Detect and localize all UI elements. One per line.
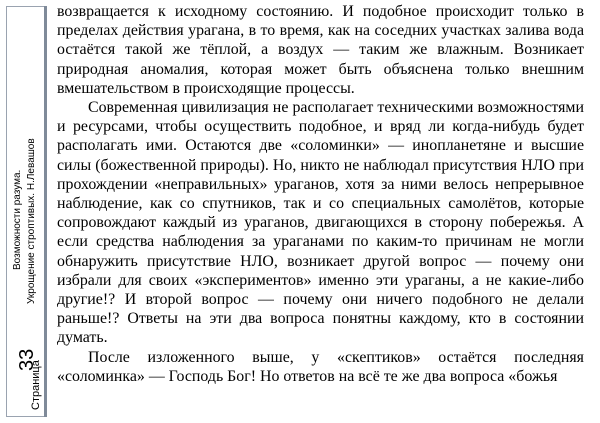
paragraph-continued: возвращается к исходному состоянию. И подобное происходит только в пределах действия урагана, в то время, как на соседних участках залива вода остаётся такой же тёплой, а воздух — таким же влажным. Возникает природная аномалия, которая может быть объяснена только внешним вмешательством в происходящие процессы. [57, 3, 584, 97]
page-body [57, 2, 584, 386]
page-number: 33 [16, 348, 38, 371]
running-head [10, 8, 43, 308]
running-head-title: Возможности разума. [12, 169, 23, 270]
paragraph: Современная цивилизация не располагает техническими возможностями и ресурсами, чтобы осуществить подобное, и вряд ли когда-нибудь будет располагать ими. Остаются две «соломинки» — инопланетяне и высшие силы (божественной природы). Но, никто не наблюдал присутствия НЛО при прохождении «неправильных» ураганов, хотя за ними велось непрерывное наблюдение, как со спутников, так и со специальных самолётов, которые сопровождают каждый из ураганов, двигающихся в сторону побережья. А если средства наблюдения за ураганами по каким-то причинам не могли обнаружить присутствие НЛО, возникает другой вопрос — почему они избрали для своих «экспериментов» именно эти ураганы, а не какие-либо другие!? И второй вопрос — почему они ничего подобного не делали раньше!? Ответы на эти два вопроса понятны каждому, кто в состоянии думать. [57, 99, 584, 347]
paragraph: После изложенного выше, у «скептиков» остаётся последняя «соломинка» — Господь Бог! Но ответов на всё те же два вопроса «божья [57, 348, 584, 385]
page-number-block [10, 318, 43, 414]
sidebar-divider [44, 6, 47, 417]
page-word-label: Страница [30, 360, 42, 410]
running-head-subtitle: Укрощение строптивых. Н.Левашов [26, 138, 37, 304]
